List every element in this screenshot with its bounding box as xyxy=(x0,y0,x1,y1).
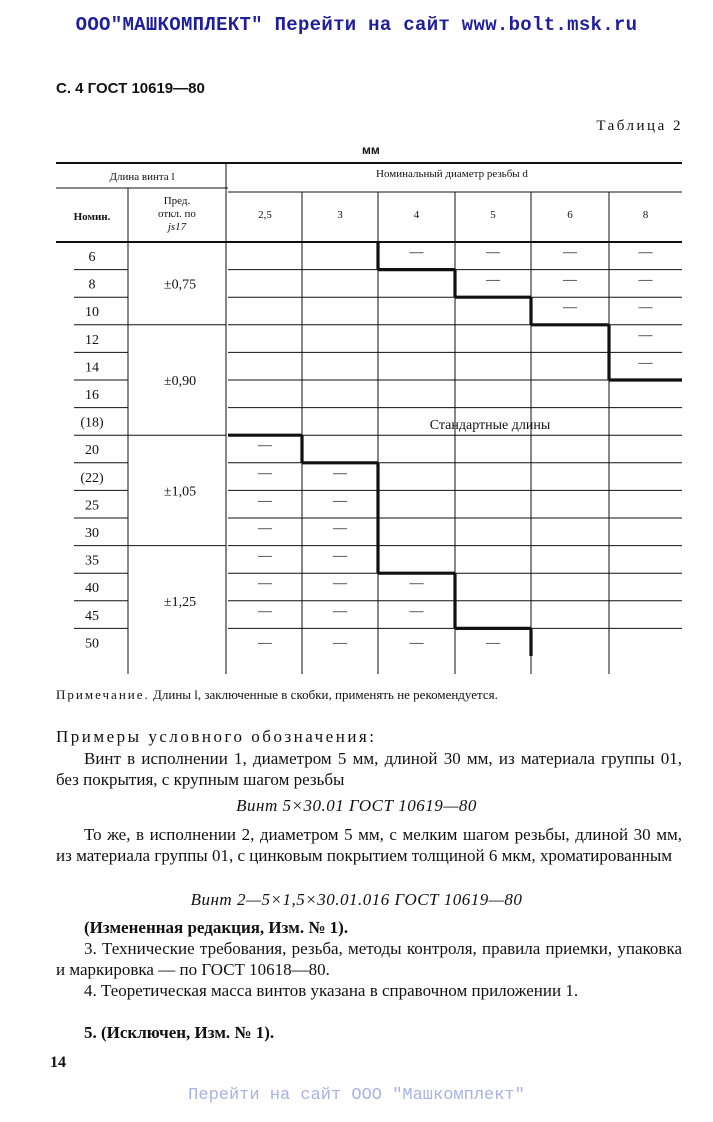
dash-cell: — xyxy=(258,548,272,564)
dash-cell: — xyxy=(409,603,424,619)
length-10: 10 xyxy=(85,305,99,321)
clause-4: 4. Теоретическая масса винтов указана в справочном приложении 1. xyxy=(84,981,579,1000)
dash-cell: — xyxy=(333,493,347,509)
dash-cell: — xyxy=(333,548,347,564)
dash-cell: — xyxy=(638,300,653,316)
dash-cell: — xyxy=(333,521,347,536)
col-nominal: Номин. xyxy=(73,211,111,223)
diameter-4: 4 xyxy=(413,209,420,221)
dash-cell: — xyxy=(486,272,500,288)
tolerance-0: ±0,75 xyxy=(163,277,197,293)
example-1-text: Винт в исполнении 1, диаметром 5 мм, длиной 30 мм, из материала группы 01, без покрытия, с крупным шагом резьбы xyxy=(56,749,682,789)
col-tolerance-l1: Пред. xyxy=(163,195,191,207)
dash-cell: — xyxy=(563,272,577,288)
length-35: 35 xyxy=(85,553,99,569)
col-group-length: Длина винта l xyxy=(109,171,175,183)
clause-5: 5. (Исключен, Изм. № 1). xyxy=(84,1023,275,1042)
dash-cell: — xyxy=(333,603,347,619)
dash-cell: — xyxy=(638,245,653,260)
dash-cell: — xyxy=(258,493,272,509)
diameter-3: 3 xyxy=(337,209,343,221)
dash-cell: — xyxy=(258,576,272,592)
dash-cell: — xyxy=(638,272,653,288)
dash-cell: — xyxy=(638,355,653,371)
dash-cell: — xyxy=(486,245,500,260)
tolerance-3: ±1,25 xyxy=(163,594,197,610)
clause-3: 3. Технические требования, резьба, методы контроля, правила приемки, упаковка и маркировка — по ГОСТ 10618—80. xyxy=(56,939,682,979)
table-note xyxy=(56,686,682,703)
dash-cell: — xyxy=(258,438,272,454)
length-8: 8 xyxy=(88,277,96,293)
dash-cell: — xyxy=(333,576,347,592)
note-prefix: Примечание. xyxy=(56,687,150,702)
length-16: 16 xyxy=(85,388,99,403)
col-tolerance-l2: откл. по xyxy=(158,208,196,220)
diameter-8: 8 xyxy=(642,209,649,221)
dash-cell: — xyxy=(258,465,272,481)
dash-cell: — xyxy=(258,603,272,619)
page-number: 14 xyxy=(50,1054,66,1071)
clause-edit-note: (Измененная редакция, Изм. № 1). xyxy=(84,918,349,937)
length-30: 30 xyxy=(85,526,99,541)
dash-cell: — xyxy=(563,245,577,260)
length-45: 45 xyxy=(85,608,99,624)
units-label: мм xyxy=(362,143,380,157)
dash-cell: — xyxy=(486,635,500,651)
length-12: 12 xyxy=(85,332,99,348)
examples-heading: Примеры условного обозначения: xyxy=(56,727,377,746)
length-25: 25 xyxy=(85,498,99,514)
site-banner-link[interactable]: ООО"МАШКОМПЛЕКТ" Перейти на сайт www.bolt.msk.ru xyxy=(75,14,638,36)
col-group-diameter: Номинальный диаметр резьбы d xyxy=(376,168,528,180)
table-label: Таблица 2 xyxy=(596,118,683,134)
standard-lengths-label: Стандартные длины xyxy=(429,418,551,433)
example-1-designation: Винт 5×30.01 ГОСТ 10619—80 xyxy=(236,796,477,815)
tolerance-1: ±0,90 xyxy=(163,374,197,389)
dash-cell: — xyxy=(409,245,424,260)
diameter-2,5: 2,5 xyxy=(258,209,272,221)
note-text: Длины l, заключенные в скобки, применять не рекомендуется. xyxy=(153,687,498,702)
footer-site-link[interactable]: Перейти на сайт ООО "Машкомплект" xyxy=(188,1086,525,1105)
dash-cell: — xyxy=(563,300,577,316)
dash-cell: — xyxy=(333,635,347,651)
dash-cell: — xyxy=(258,635,272,651)
length-18: (18) xyxy=(80,415,104,431)
length-14: 14 xyxy=(85,360,99,376)
page-header: С. 4 ГОСТ 10619—80 xyxy=(56,80,205,97)
dash-cell: — xyxy=(258,521,272,536)
dash-cell: — xyxy=(638,327,653,343)
length-22: (22) xyxy=(80,470,104,486)
dash-cell: — xyxy=(409,576,424,592)
length-6: 6 xyxy=(88,250,96,265)
length-40: 40 xyxy=(85,581,99,597)
dash-cell: — xyxy=(333,465,347,481)
length-20: 20 xyxy=(85,443,99,459)
diameter-5: 5 xyxy=(490,209,496,221)
example-2-text: То же, в исполнении 2, диаметром 5 мм, с мелким шагом резьбы, длиной 30 мм, из материала группы 01, с цинковым покрытием толщиной 6 мкм, хроматированным xyxy=(56,825,682,865)
col-tolerance-l3: js17 xyxy=(167,221,187,233)
length-50: 50 xyxy=(85,636,99,652)
diameter-6: 6 xyxy=(567,209,573,221)
dash-cell: — xyxy=(409,635,424,651)
tolerance-2: ±1,05 xyxy=(163,484,197,500)
example-2-designation: Винт 2—5×1,5×30.01.016 ГОСТ 10619—80 xyxy=(190,890,523,909)
